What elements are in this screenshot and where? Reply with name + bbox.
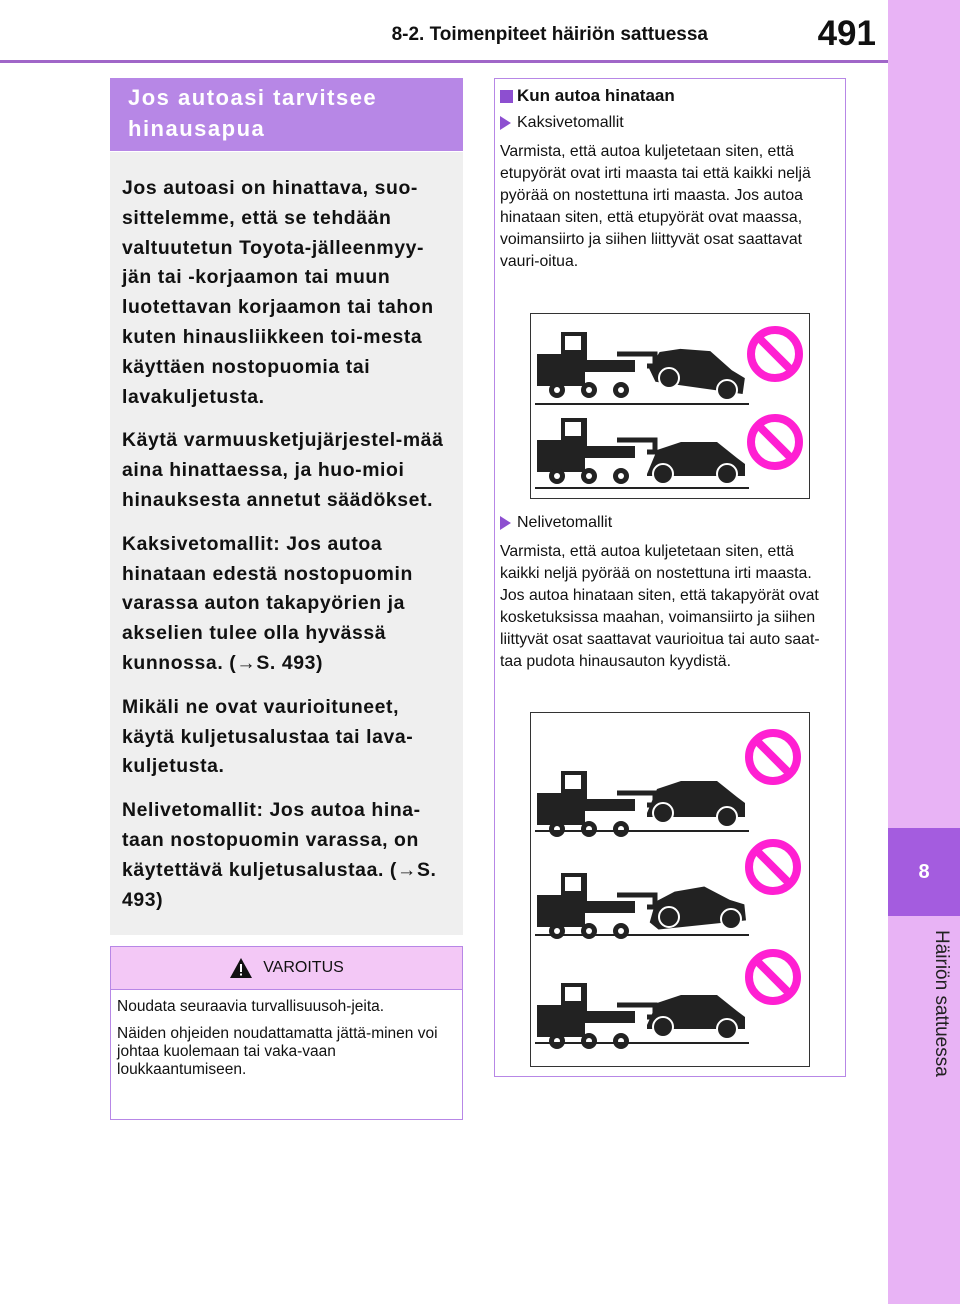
page-number: 491 (817, 14, 876, 53)
four-wd-text: Varmista, että autoa kuljetetaan siten, että kaikki neljä pyörää on nostettuna irti maasta. Jos autoa hinataan siten, että takapyörät ovat kosketuksissa maahan, voimansiirto ja siihen liittyvät osat saattavat vaurioitua tai auto saat-taa pudota hinausauton kyydistä. (500, 543, 820, 670)
topic-title: Jos autoasi tarvitsee hinausapua (110, 78, 463, 151)
summary-paragraph: Jos autoasi on hinattava, suo-sittelemme, että se tehdään valtuutetun Toyota-jälleenmyy-jän tai -korjaamon tai muun luotettavan korjaamon tai tahon kuten hinausliikkeen toi-mesta käyttäen nostopuomia tai lavakuljetusta. (122, 177, 434, 408)
summary-paragraph: Kaksivetomallit: Jos autoa hinataan edestä nostopuomin varassa auton takapyörien ja akselien tulee olla hyvässä kunnossa. (→S. 493) (122, 532, 413, 674)
figure-two-wd-prohibited (530, 313, 810, 499)
triangle-bullet-icon (500, 516, 511, 530)
two-wd-label (500, 114, 624, 132)
chapter-label: Häiriön sattuessa (931, 930, 952, 1077)
summary-paragraph: Nelivetomallit: Jos autoa hina-taan nostopuomin varassa, on käytettävä kuljetusalustaa. (→S. 493) (122, 799, 437, 911)
triangle-bullet-icon (500, 116, 511, 130)
two-wd-text: Varmista, että autoa kuljetetaan siten, että etupyörät ovat irti maasta tai että kaikki neljä pyörää on nostettuna irti maasta. Jos autoa hinataan siten, että etupyörät ovat maassa, voimansiirto ja siihen liittyvät osat saattavat vauri-oitua. (500, 143, 811, 270)
warning-header (111, 947, 462, 990)
summary-paragraph: Käytä varmuusketjujärjestel-mää aina hinattaessa, ja huo-mioi hinauksesta annetut säädökset. (122, 429, 444, 511)
warning-title: VAROITUS (263, 959, 344, 976)
chapter-number: 8 (888, 828, 960, 916)
towing-heading (500, 86, 675, 106)
two-wd-label-text: Kaksivetomallit (517, 114, 624, 131)
section-title: 8-2. Toimenpiteet häiriön sattuessa (391, 24, 708, 45)
topic-summary-box (110, 152, 463, 935)
summary-paragraph: Mikäli ne ovat vaurioituneet, käytä kuljetusalustaa tai lava-kuljetusta. (122, 695, 414, 778)
warning-body (111, 990, 462, 1079)
towing-illustration (531, 713, 809, 1066)
warning-paragraph: Noudata seuraavia turvallisuusoh-jeita. (117, 998, 385, 1015)
towing-heading-text: Kun autoa hinataan (517, 86, 675, 105)
square-bullet-icon (500, 90, 513, 103)
warning-triangle-icon (229, 957, 253, 979)
four-wd-label-text: Nelivetomallit (517, 514, 613, 531)
header-divider (0, 60, 888, 63)
warning-paragraph: Näiden ohjeiden noudattamatta jättä-minen voi johtaa kuolemaan tai vaka-vaan loukkaantumiseen. (117, 1025, 438, 1078)
page-header (0, 0, 888, 62)
towing-illustration (531, 314, 809, 498)
figure-four-wd-prohibited (530, 712, 810, 1067)
warning-box (110, 946, 463, 1120)
four-wd-label (500, 514, 612, 532)
